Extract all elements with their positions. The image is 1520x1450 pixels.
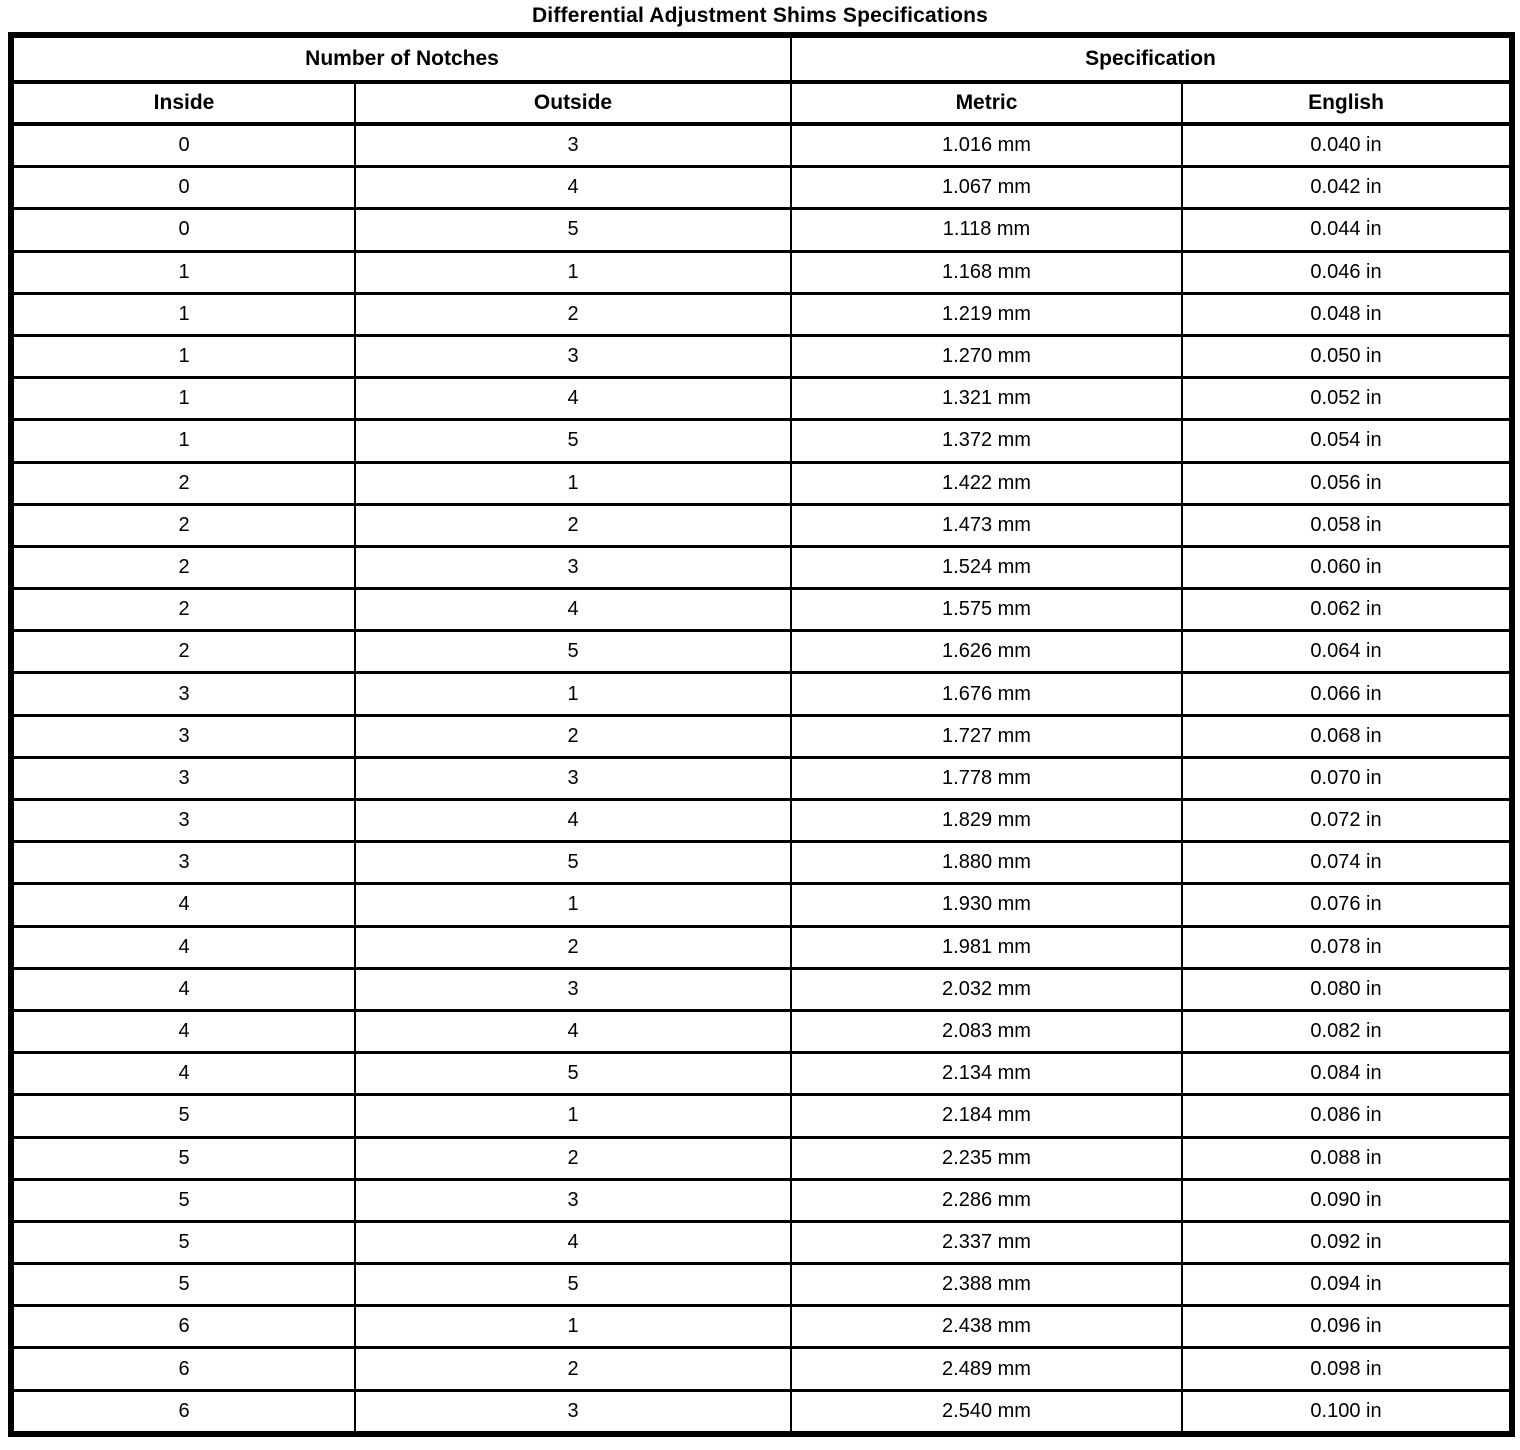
table-row — [11, 378, 1512, 420]
table-row — [11, 167, 1512, 209]
cell-metric-spec: 1.981 mm — [791, 926, 1182, 968]
cell-english-spec: 0.080 in — [1182, 968, 1512, 1010]
cell-inside-notches: 6 — [11, 1348, 355, 1390]
cell-outside-notches: 4 — [355, 589, 791, 631]
cell-english-spec: 0.046 in — [1182, 251, 1512, 293]
cell-metric-spec: 2.032 mm — [791, 968, 1182, 1010]
cell-metric-spec: 1.880 mm — [791, 842, 1182, 884]
cell-inside-notches: 2 — [11, 589, 355, 631]
column-header-english: English — [1182, 82, 1512, 124]
cell-outside-notches: 2 — [355, 715, 791, 757]
cell-inside-notches: 1 — [11, 335, 355, 377]
table-row — [11, 209, 1512, 251]
table-row — [11, 1390, 1512, 1434]
cell-metric-spec: 2.489 mm — [791, 1348, 1182, 1390]
cell-english-spec: 0.058 in — [1182, 504, 1512, 546]
table-row — [11, 968, 1512, 1010]
table-row — [11, 1053, 1512, 1095]
cell-inside-notches: 5 — [11, 1179, 355, 1221]
cell-metric-spec: 1.219 mm — [791, 293, 1182, 335]
cell-outside-notches: 5 — [355, 420, 791, 462]
cell-english-spec: 0.098 in — [1182, 1348, 1512, 1390]
cell-english-spec: 0.070 in — [1182, 757, 1512, 799]
cell-inside-notches: 5 — [11, 1137, 355, 1179]
table-row — [11, 251, 1512, 293]
cell-metric-spec: 2.540 mm — [791, 1390, 1182, 1434]
column-header-outside: Outside — [355, 82, 791, 124]
cell-outside-notches: 5 — [355, 209, 791, 251]
cell-inside-notches: 6 — [11, 1390, 355, 1434]
cell-outside-notches: 3 — [355, 124, 791, 167]
table-body — [11, 124, 1512, 1434]
cell-inside-notches: 0 — [11, 167, 355, 209]
table-row — [11, 757, 1512, 799]
cell-inside-notches: 0 — [11, 209, 355, 251]
cell-outside-notches: 2 — [355, 1348, 791, 1390]
cell-metric-spec: 2.184 mm — [791, 1095, 1182, 1137]
table-row — [11, 589, 1512, 631]
table-row — [11, 1221, 1512, 1263]
cell-metric-spec: 1.829 mm — [791, 800, 1182, 842]
table-row — [11, 420, 1512, 462]
cell-outside-notches: 3 — [355, 335, 791, 377]
cell-outside-notches: 3 — [355, 757, 791, 799]
page-title: Differential Adjustment Shims Specifications — [531, 4, 989, 27]
cell-outside-notches: 3 — [355, 546, 791, 588]
cell-outside-notches: 4 — [355, 1010, 791, 1052]
table-row — [11, 800, 1512, 842]
cell-metric-spec: 1.321 mm — [791, 378, 1182, 420]
cell-english-spec: 0.094 in — [1182, 1264, 1512, 1306]
cell-outside-notches: 1 — [355, 673, 791, 715]
cell-inside-notches: 6 — [11, 1306, 355, 1348]
cell-outside-notches: 5 — [355, 1053, 791, 1095]
cell-outside-notches: 2 — [355, 1137, 791, 1179]
table-row — [11, 1306, 1512, 1348]
table-row — [11, 462, 1512, 504]
cell-inside-notches: 1 — [11, 420, 355, 462]
group-header-specification: Specification — [791, 35, 1512, 82]
cell-english-spec: 0.068 in — [1182, 715, 1512, 757]
cell-inside-notches: 4 — [11, 1053, 355, 1095]
table-row — [11, 293, 1512, 335]
cell-inside-notches: 1 — [11, 251, 355, 293]
cell-inside-notches: 3 — [11, 757, 355, 799]
cell-metric-spec: 1.016 mm — [791, 124, 1182, 167]
cell-outside-notches: 2 — [355, 926, 791, 968]
cell-outside-notches: 2 — [355, 293, 791, 335]
table-row — [11, 842, 1512, 884]
cell-inside-notches: 5 — [11, 1264, 355, 1306]
cell-inside-notches: 2 — [11, 631, 355, 673]
cell-outside-notches: 5 — [355, 631, 791, 673]
cell-outside-notches: 5 — [355, 842, 791, 884]
cell-english-spec: 0.060 in — [1182, 546, 1512, 588]
cell-inside-notches: 1 — [11, 378, 355, 420]
cell-english-spec: 0.048 in — [1182, 293, 1512, 335]
column-header-metric: Metric — [791, 82, 1182, 124]
table-row — [11, 1010, 1512, 1052]
cell-english-spec: 0.092 in — [1182, 1221, 1512, 1263]
cell-metric-spec: 1.727 mm — [791, 715, 1182, 757]
cell-inside-notches: 4 — [11, 884, 355, 926]
cell-metric-spec: 1.168 mm — [791, 251, 1182, 293]
cell-english-spec: 0.086 in — [1182, 1095, 1512, 1137]
cell-inside-notches: 5 — [11, 1095, 355, 1137]
table-row — [11, 1264, 1512, 1306]
table-row — [11, 1095, 1512, 1137]
cell-metric-spec: 1.575 mm — [791, 589, 1182, 631]
column-header-row — [11, 82, 1512, 124]
cell-english-spec: 0.044 in — [1182, 209, 1512, 251]
group-header-number-of-notches: Number of Notches — [11, 35, 791, 82]
cell-english-spec: 0.062 in — [1182, 589, 1512, 631]
cell-english-spec: 0.040 in — [1182, 124, 1512, 167]
cell-outside-notches: 3 — [355, 968, 791, 1010]
cell-inside-notches: 5 — [11, 1221, 355, 1263]
cell-metric-spec: 1.372 mm — [791, 420, 1182, 462]
table-row — [11, 1348, 1512, 1390]
cell-metric-spec: 2.337 mm — [791, 1221, 1182, 1263]
cell-outside-notches: 2 — [355, 504, 791, 546]
cell-outside-notches: 1 — [355, 462, 791, 504]
table-row — [11, 1179, 1512, 1221]
table-row — [11, 335, 1512, 377]
cell-inside-notches: 3 — [11, 842, 355, 884]
cell-english-spec: 0.066 in — [1182, 673, 1512, 715]
cell-metric-spec: 1.270 mm — [791, 335, 1182, 377]
cell-outside-notches: 1 — [355, 1095, 791, 1137]
cell-metric-spec: 1.626 mm — [791, 631, 1182, 673]
cell-metric-spec: 2.388 mm — [791, 1264, 1182, 1306]
cell-english-spec: 0.050 in — [1182, 335, 1512, 377]
cell-metric-spec: 2.134 mm — [791, 1053, 1182, 1095]
cell-english-spec: 0.082 in — [1182, 1010, 1512, 1052]
cell-metric-spec: 1.930 mm — [791, 884, 1182, 926]
cell-metric-spec: 1.067 mm — [791, 167, 1182, 209]
cell-english-spec: 0.088 in — [1182, 1137, 1512, 1179]
table-row — [11, 504, 1512, 546]
cell-metric-spec: 1.118 mm — [791, 209, 1182, 251]
cell-outside-notches: 5 — [355, 1264, 791, 1306]
cell-english-spec: 0.084 in — [1182, 1053, 1512, 1095]
cell-outside-notches: 1 — [355, 884, 791, 926]
column-header-inside: Inside — [11, 82, 355, 124]
cell-english-spec: 0.090 in — [1182, 1179, 1512, 1221]
table-row — [11, 631, 1512, 673]
cell-english-spec: 0.072 in — [1182, 800, 1512, 842]
table-row — [11, 673, 1512, 715]
shims-spec-table — [8, 32, 1515, 1437]
cell-inside-notches: 3 — [11, 673, 355, 715]
cell-metric-spec: 2.286 mm — [791, 1179, 1182, 1221]
cell-metric-spec: 1.473 mm — [791, 504, 1182, 546]
cell-metric-spec: 1.778 mm — [791, 757, 1182, 799]
cell-english-spec: 0.064 in — [1182, 631, 1512, 673]
cell-inside-notches: 2 — [11, 462, 355, 504]
group-header-row — [11, 35, 1512, 82]
cell-english-spec: 0.078 in — [1182, 926, 1512, 968]
cell-outside-notches: 4 — [355, 167, 791, 209]
cell-english-spec: 0.076 in — [1182, 884, 1512, 926]
cell-inside-notches: 4 — [11, 968, 355, 1010]
cell-inside-notches: 2 — [11, 546, 355, 588]
cell-outside-notches: 4 — [355, 800, 791, 842]
cell-inside-notches: 1 — [11, 293, 355, 335]
table-row — [11, 884, 1512, 926]
cell-metric-spec: 1.676 mm — [791, 673, 1182, 715]
cell-inside-notches: 4 — [11, 926, 355, 968]
cell-outside-notches: 4 — [355, 1221, 791, 1263]
cell-english-spec: 0.052 in — [1182, 378, 1512, 420]
table-row — [11, 715, 1512, 757]
cell-english-spec: 0.056 in — [1182, 462, 1512, 504]
cell-outside-notches: 1 — [355, 1306, 791, 1348]
cell-metric-spec: 1.422 mm — [791, 462, 1182, 504]
cell-english-spec: 0.074 in — [1182, 842, 1512, 884]
cell-inside-notches: 3 — [11, 715, 355, 757]
cell-inside-notches: 3 — [11, 800, 355, 842]
cell-outside-notches: 4 — [355, 378, 791, 420]
cell-outside-notches: 3 — [355, 1179, 791, 1221]
table-row — [11, 124, 1512, 167]
cell-inside-notches: 0 — [11, 124, 355, 167]
cell-english-spec: 0.042 in — [1182, 167, 1512, 209]
cell-metric-spec: 1.524 mm — [791, 546, 1182, 588]
cell-metric-spec: 2.438 mm — [791, 1306, 1182, 1348]
cell-inside-notches: 4 — [11, 1010, 355, 1052]
table-row — [11, 1137, 1512, 1179]
cell-metric-spec: 2.235 mm — [791, 1137, 1182, 1179]
cell-english-spec: 0.100 in — [1182, 1390, 1512, 1434]
cell-outside-notches: 3 — [355, 1390, 791, 1434]
cell-outside-notches: 1 — [355, 251, 791, 293]
cell-metric-spec: 2.083 mm — [791, 1010, 1182, 1052]
cell-english-spec: 0.096 in — [1182, 1306, 1512, 1348]
table-row — [11, 546, 1512, 588]
cell-english-spec: 0.054 in — [1182, 420, 1512, 462]
table-row — [11, 926, 1512, 968]
cell-inside-notches: 2 — [11, 504, 355, 546]
